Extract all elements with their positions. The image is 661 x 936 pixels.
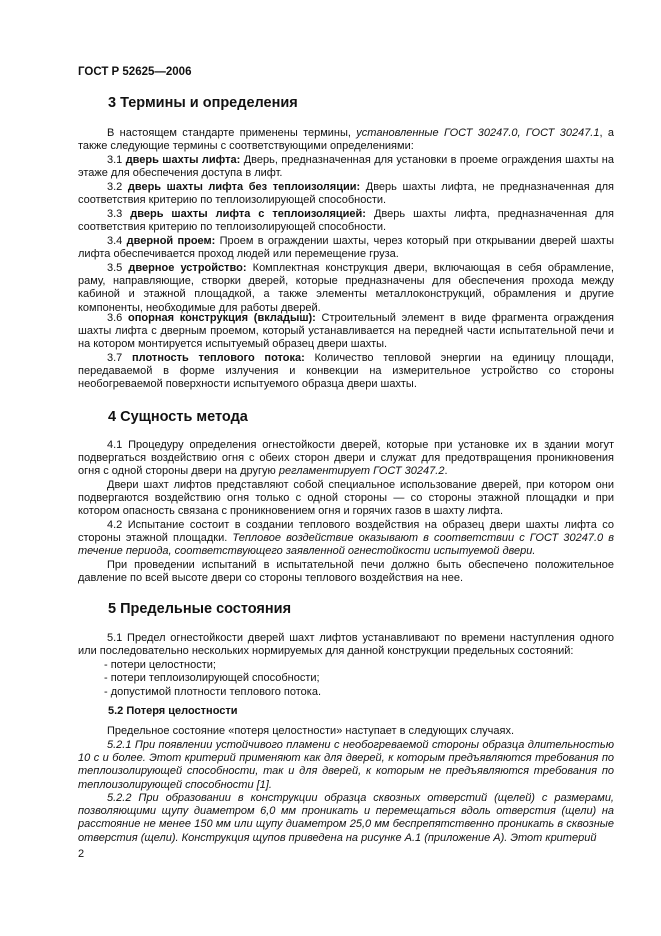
section-5-title: 5 Предельные состояния xyxy=(108,601,292,617)
s3-intro: В настоящем стандарте применены термины, установленные ГОСТ 30247.0, ГОСТ 30247.1, а также следующие термины с соответствующими определениями: xyxy=(78,127,614,153)
s4-para-4-1: 4.1 Процедуру определения огнестойкости дверей, которые при установке их в здании могут подвергаться воздействию огня с обеих сторон двери и служат для предотвращения проникновения огня с одной стороны двери на другую регламентирует ГОСТ 30247.2. xyxy=(78,439,614,478)
s5-para-2: Предельное состояние «потеря целостности» наступает в следующих случаях. xyxy=(107,725,515,737)
definition-3-4: 3.4 дверной проем: Проем в ограждении шахты, через который при открывании дверей шахты лифта обеспечивается проход людей или перемещение груза. xyxy=(78,235,614,261)
s4-para-2: Двери шахт лифтов представляют собой специальное использование дверей, при котором они подвергаются воздействию огня только с одной стороны — со стороны этажной площадки и при котором опасность связана с проникновением огня и горячих газов в шахту лифта. xyxy=(78,479,614,518)
section-4-title: 4 Сущность метода xyxy=(108,409,248,425)
definition-3-1: 3.1 дверь шахты лифта: Дверь, предназначенная для установки в проеме ограждения шахты на этаже для обеспечения доступа в лифт. xyxy=(78,154,615,180)
list-item: - потери целостности; xyxy=(104,659,216,671)
s5-para-5-1: 5.1 Предел огнестойкости дверей шахт лифтов устанавливают по времени наступления одного или последовательно нескольких нормируемых для данной конструкции предельных состояний: xyxy=(78,632,614,658)
document-header: ГОСТ Р 52625—2006 xyxy=(78,66,192,78)
s4-para-4-2: 4.2 Испытание состоит в создании теплового воздействия на образец двери шахты лифта со стороны этажной площадки. Тепловое воздействие оказывают в соответствии с ГОСТ 30247.0 в течение периода, соответствующего заявленной огнестойкости испытуемой двери. xyxy=(78,519,614,558)
definition-3-6: 3.6 опорная конструкция (вкладыш): Строительный элемент в виде фрагмента ограждения шахты лифта с дверным проемом, который устанавливается на передней части испытательной печи и на котором монтируется испытуемый образец двери шахты. xyxy=(78,312,615,351)
definition-3-7: 3.7 плотность теплового потока: Количество тепловой энергии на единицу площади, передаваемой в форме излучения и конвекции на измерительное устройство со стороны необогреваемой поверхности испытуемого образца двери шахты. xyxy=(78,352,614,391)
list-item: - допустимой плотности теплового потока. xyxy=(104,686,322,698)
definition-3-2: 3.2 дверь шахты лифта без теплоизоляции: Дверь шахты лифта, не предназначенная для соответствия критерию по теплоизолирующей способности. xyxy=(78,181,614,207)
s5-para-5-2-2: 5.2.2 При образовании в конструкции образца сквозных отверстий (щелей) с размерами, позволяющими щупу диаметром 6,0 мм проникать и перемещаться вдоль отверстия (щели) на расстояние не менее 150 мм или щупу диаметром 25,0 мм беспрепятственно проникать в сквозные отверстия (щели). Конструкция щупов приведена на рисунке А.1 (приложение А). Этот критерий xyxy=(78,792,614,844)
definition-3-5: 3.5 дверное устройство: Комплектная конструкция двери, включающая в себя обрамление, раму, направляющие, створки дверей, которые предназначены для обеспечения прохода между кабиной и этажной площадкой, а также элементы металлоконструкций, обрамления и другие компоненты, необходимые для работы дверей. xyxy=(78,262,614,314)
page-number: 2 xyxy=(78,848,85,860)
definition-3-3: 3.3 дверь шахты лифта с теплоизоляцией: Дверь шахты лифта, предназначенная для соответствия критерию по теплоизолирующей способности. xyxy=(78,208,615,234)
subsection-5-2-title: 5.2 Потеря целостности xyxy=(108,705,238,717)
s5-para-5-2-1: 5.2.1 При появлении устойчивого пламени с необогреваемой стороны образца длительностью 10 с и более. Этот критерий применяют как для дверей, к которым предъявляются требования по теплоизолирующей способности, так и для дверей, к которым не предъявляются требования по теплоизолирующей способности [1]. xyxy=(78,739,614,791)
section-3-title: 3 Термины и определения xyxy=(108,95,298,111)
list-item: - потери теплоизолирующей способности; xyxy=(104,672,320,684)
s4-para-4: При проведении испытаний в испытательной печи должно быть обеспечено положительное давление по всей высоте двери со стороны теплового воздействия на нее. xyxy=(78,559,614,585)
